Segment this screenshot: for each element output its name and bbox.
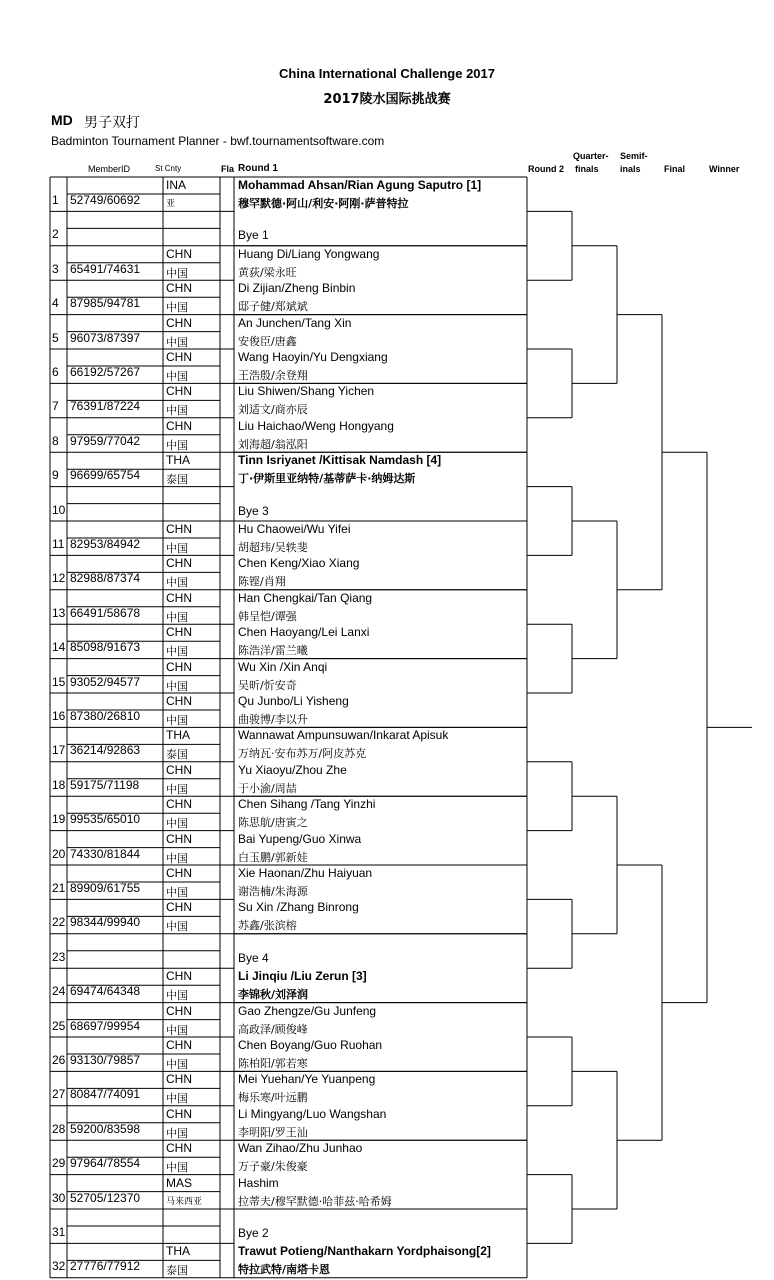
draw-position: 32 bbox=[52, 1259, 66, 1274]
player-names: Liu Shiwen/Shang Yichen bbox=[238, 384, 375, 399]
draw-position: 18 bbox=[52, 777, 66, 792]
member-id: 69474/64348 bbox=[70, 984, 141, 999]
draw-position: 5 bbox=[52, 330, 59, 345]
player-names: An Junchen/Tang Xin bbox=[238, 315, 352, 330]
country-name-cn: 中国 bbox=[166, 886, 188, 899]
player-names: Hashim bbox=[238, 1175, 279, 1190]
player-names-cn: 李明阳/罗王汕 bbox=[238, 1125, 308, 1139]
country-code: CHN bbox=[166, 1141, 192, 1156]
player-names-cn: 拉蒂夫/穆罕默德·哈菲兹·哈希姆 bbox=[238, 1194, 392, 1208]
player-names-cn: 陈思航/唐寅之 bbox=[238, 816, 308, 830]
country-code: CHN bbox=[166, 969, 192, 984]
country-name-cn: 中国 bbox=[166, 610, 188, 624]
col-round1: Round 1 bbox=[238, 163, 278, 174]
member-id: 87985/94781 bbox=[70, 296, 141, 311]
draw-position: 4 bbox=[52, 296, 59, 311]
player-names: Qu Junbo/Li Yisheng bbox=[238, 694, 349, 708]
draw-position: 13 bbox=[52, 605, 66, 620]
player-names-cn: 胡超玮/吴轶斐 bbox=[238, 541, 308, 554]
country-name-cn: 中国 bbox=[166, 851, 188, 865]
player-names-cn: 曲骏博/李以升 bbox=[238, 713, 308, 726]
country-name-cn: 中国 bbox=[166, 266, 188, 280]
player-names: Mei Yuehan/Ye Yuanpeng bbox=[238, 1072, 376, 1087]
player-names-cn: 万纳瓦·安布苏万/阿皮苏克 bbox=[238, 747, 367, 761]
member-id: 66192/57267 bbox=[70, 365, 141, 379]
player-names-cn: 黄荻/梁永旺 bbox=[238, 265, 297, 279]
country-code: CHN bbox=[166, 281, 192, 296]
player-names-cn: 梅乐寒/叶远鹏 bbox=[238, 1091, 308, 1105]
player-names: Xie Haonan/Zhu Haiyuan bbox=[238, 866, 373, 880]
country-code: CHN bbox=[166, 350, 192, 364]
country-name-cn: 泰国 bbox=[166, 748, 188, 762]
player-names-cn: 特拉武特/南塔卡恩 bbox=[238, 1263, 331, 1277]
member-id: 93052/94577 bbox=[70, 674, 141, 689]
country-name-cn: 中国 bbox=[166, 920, 188, 934]
player-names-cn: 李锦秋/刘泽润 bbox=[238, 988, 309, 1002]
draw-position: 17 bbox=[52, 743, 66, 758]
player-names: Chen Haoyang/Lei Lanxi bbox=[238, 625, 370, 640]
draw-position: 6 bbox=[52, 365, 59, 379]
country-name-cn: 中国 bbox=[166, 404, 188, 418]
player-names: Chen Keng/Xiao Xiang bbox=[238, 556, 360, 571]
player-names: Gao Zhengze/Gu Junfeng bbox=[238, 1003, 377, 1018]
draw-position: 31 bbox=[52, 1225, 66, 1239]
country-code: CHN bbox=[166, 418, 192, 433]
member-id: 98344/99940 bbox=[70, 915, 141, 930]
col-semi-b: inals bbox=[620, 164, 641, 174]
draw-position: 10 bbox=[52, 502, 66, 517]
player-names-cn: 陈浩洋/雷兰曦 bbox=[238, 644, 308, 658]
country-name-cn: 中国 bbox=[166, 1058, 188, 1071]
draw-position: 2 bbox=[52, 227, 59, 242]
draw-position: 27 bbox=[52, 1087, 66, 1102]
player-names-cn: 丁·伊斯里亚纳特/基蒂萨卡·纳姆达斯 bbox=[238, 472, 416, 486]
country-name-cn: 中国 bbox=[166, 714, 188, 727]
planner-line: Badminton Tournament Planner - bwf.tournamentsoftware.com bbox=[51, 134, 385, 148]
player-names: Li Mingyang/Luo Wangshan bbox=[238, 1106, 387, 1121]
country-code: CHN bbox=[166, 900, 192, 915]
country-name-cn: 中国 bbox=[166, 817, 188, 831]
country-name-cn: 中国 bbox=[166, 1161, 188, 1175]
country-name-cn: 泰国 bbox=[166, 473, 188, 487]
player-names: Di Zijian/Zheng Binbin bbox=[238, 281, 356, 296]
country-code: CHN bbox=[166, 246, 192, 261]
player-names: Wan Zihao/Zhu Junhao bbox=[238, 1141, 363, 1156]
country-name-cn: 中国 bbox=[166, 989, 188, 1003]
country-name-cn: 泰国 bbox=[166, 1264, 188, 1278]
col-final: Final bbox=[664, 164, 686, 174]
player-names-cn: Bye 4 bbox=[238, 950, 269, 965]
country-code: MAS bbox=[166, 1175, 193, 1190]
player-names: Wannawat Ampunsuwan/Inkarat Apisuk bbox=[238, 728, 449, 743]
country-name-cn: 中国 bbox=[166, 1092, 188, 1106]
draw-position: 14 bbox=[52, 640, 66, 655]
country-code: CHN bbox=[166, 659, 192, 674]
player-names: Li Jinqiu /Liu Zerun [3] bbox=[238, 969, 367, 984]
player-names-cn: 于小渝/周喆 bbox=[238, 781, 297, 795]
player-names-cn: 安俊臣/唐鑫 bbox=[238, 334, 297, 348]
member-id: 87380/26810 bbox=[70, 709, 141, 723]
player-names: Mohammad Ahsan/Rian Agung Saputro [1] bbox=[238, 178, 482, 192]
player-names: Bai Yupeng/Guo Xinwa bbox=[238, 831, 362, 846]
member-id: 99535/65010 bbox=[70, 812, 141, 827]
player-names: Trawut Potieng/Nanthakarn Yordphaisong[2] bbox=[238, 1244, 491, 1259]
member-id: 89909/61755 bbox=[70, 881, 141, 895]
country-code: CHN bbox=[166, 522, 192, 536]
country-code: CHN bbox=[166, 625, 192, 640]
member-id: 97964/78554 bbox=[70, 1156, 141, 1171]
member-id: 52705/12370 bbox=[70, 1190, 141, 1205]
country-code: CHN bbox=[166, 762, 192, 777]
tournament-title-en: China International Challenge 2017 bbox=[279, 66, 495, 81]
country-name-cn: 中国 bbox=[166, 1126, 188, 1140]
player-names-cn: 刘海超/翁泓阳 bbox=[238, 437, 308, 451]
event-code: MD bbox=[51, 112, 73, 128]
country-name-cn: 中国 bbox=[166, 301, 188, 315]
player-names-cn: Bye 2 bbox=[238, 1226, 269, 1240]
player-names-cn: 吴昕/忻安奇 bbox=[238, 678, 297, 692]
country-code: THA bbox=[166, 728, 190, 743]
col-semi-a: Semif- bbox=[620, 151, 648, 161]
player-names-cn: 邸子健/郑斌斌 bbox=[238, 300, 308, 314]
player-names-cn: 白玉鹏/郭新娃 bbox=[238, 850, 308, 864]
country-code: CHN bbox=[166, 797, 192, 812]
player-names: Wu Xin /Xin Anqi bbox=[238, 659, 328, 674]
country-name-cn: 中国 bbox=[166, 679, 188, 693]
country-name-cn: 马来西亚 bbox=[166, 1196, 203, 1207]
draw-position: 12 bbox=[52, 571, 66, 586]
draw-position: 20 bbox=[52, 846, 66, 861]
draw-position: 19 bbox=[52, 812, 66, 827]
draw-position: 30 bbox=[52, 1190, 66, 1205]
country-code: CHN bbox=[166, 831, 192, 846]
player-names-cn: 王浩殷/余登翔 bbox=[238, 369, 308, 382]
col-round2: Round 2 bbox=[528, 164, 564, 174]
player-names-cn: 谢浩楠/朱海源 bbox=[238, 885, 308, 898]
draw-position: 25 bbox=[52, 1018, 66, 1033]
country-name-cn: 中国 bbox=[166, 370, 188, 383]
draw-position: 1 bbox=[52, 193, 59, 207]
player-names: Han Chengkai/Tan Qiang bbox=[238, 590, 373, 605]
col-quarter-a: Quarter- bbox=[573, 151, 609, 161]
country-code: CHN bbox=[166, 1003, 192, 1018]
player-names: Tinn Isriyanet /Kittisak Namdash [4] bbox=[238, 453, 442, 468]
country-code: CHN bbox=[166, 315, 192, 330]
player-names: Huang Di/Liang Yongwang bbox=[238, 246, 380, 261]
player-names-cn: 穆罕默德·阿山/利安·阿刚·萨普特拉 bbox=[238, 197, 409, 210]
player-names: Liu Haichao/Weng Hongyang bbox=[238, 418, 394, 433]
member-id: 96073/87397 bbox=[70, 330, 141, 345]
member-id: 82988/87374 bbox=[70, 571, 141, 586]
country-code: CHN bbox=[166, 1106, 192, 1121]
player-names: Chen Boyang/Guo Ruohan bbox=[238, 1038, 383, 1052]
player-names: Wang Haoyin/Yu Dengxiang bbox=[238, 350, 388, 364]
draw-position: 15 bbox=[52, 674, 66, 689]
country-code: THA bbox=[166, 1244, 190, 1259]
col-fla: Fla bbox=[221, 164, 235, 174]
member-id: 76391/87224 bbox=[70, 399, 141, 414]
player-names: Yu Xiaoyu/Zhou Zhe bbox=[238, 762, 347, 777]
country-code: CHN bbox=[166, 1072, 192, 1087]
country-name-cn: 中国 bbox=[166, 645, 188, 659]
col-st-cnty: St Cnty bbox=[155, 164, 182, 173]
draw-position: 21 bbox=[52, 881, 66, 895]
draw-position: 3 bbox=[52, 261, 59, 276]
player-names-cn: 刘适文/商亦辰 bbox=[238, 403, 308, 417]
country-name-cn: 中国 bbox=[166, 542, 188, 555]
member-id: 52749/60692 bbox=[70, 193, 141, 207]
country-name-cn: 亚 bbox=[166, 199, 176, 209]
player-names-cn: 韩呈恺/谭强 bbox=[238, 609, 297, 623]
player-names-cn: Bye 1 bbox=[238, 228, 269, 243]
member-id: 65491/74631 bbox=[70, 261, 141, 276]
draw-position: 26 bbox=[52, 1053, 66, 1067]
country-name-cn: 中国 bbox=[166, 438, 188, 452]
draw-position: 23 bbox=[52, 949, 66, 964]
player-names-cn: Bye 3 bbox=[238, 503, 269, 518]
draw-position: 16 bbox=[52, 709, 66, 723]
country-code: CHN bbox=[166, 384, 192, 399]
col-quarter-b: finals bbox=[575, 164, 599, 174]
draw-position: 8 bbox=[52, 433, 59, 448]
member-id: 68697/99954 bbox=[70, 1018, 141, 1033]
country-name-cn: 中国 bbox=[166, 335, 188, 349]
member-id: 59175/71198 bbox=[70, 777, 140, 792]
member-id: 97959/77042 bbox=[70, 433, 141, 448]
draw-position: 11 bbox=[52, 537, 65, 551]
player-names: Chen Sihang /Tang Yinzhi bbox=[238, 797, 376, 812]
draw-position: 22 bbox=[52, 915, 66, 930]
country-code: THA bbox=[166, 453, 190, 468]
country-code: INA bbox=[166, 178, 187, 192]
member-id: 93130/79857 bbox=[70, 1053, 141, 1067]
draw-position: 29 bbox=[52, 1156, 66, 1171]
draw-position: 9 bbox=[52, 468, 59, 483]
player-names-cn: 高政泽/顾俊峰 bbox=[238, 1022, 308, 1036]
country-code: CHN bbox=[166, 556, 192, 571]
player-names-cn: 陈铿/肖翔 bbox=[238, 575, 286, 589]
country-code: CHN bbox=[166, 694, 192, 708]
draw-position: 24 bbox=[52, 984, 66, 999]
member-id: 74330/81844 bbox=[70, 846, 141, 861]
country-code: CHN bbox=[166, 1038, 192, 1052]
tournament-title-cn: 2017陵水国际挑战赛 bbox=[323, 92, 451, 107]
draw-position: 28 bbox=[52, 1121, 66, 1136]
player-names-cn: 万子豪/朱俊豪 bbox=[238, 1160, 308, 1174]
member-id: 66491/58678 bbox=[70, 605, 141, 620]
draw-position: 7 bbox=[52, 399, 59, 414]
member-id: 82953/84942 bbox=[70, 537, 141, 551]
country-name-cn: 中国 bbox=[166, 576, 188, 590]
member-id: 96699/65754 bbox=[70, 468, 141, 483]
player-names-cn: 苏鑫/张滨榕 bbox=[238, 919, 297, 933]
member-id: 27776/77912 bbox=[70, 1259, 141, 1274]
member-id: 85098/91673 bbox=[70, 640, 141, 655]
member-id: 80847/74091 bbox=[70, 1087, 141, 1102]
member-id: 59200/83598 bbox=[70, 1121, 141, 1136]
player-names-cn: 陈柏阳/郭若寒 bbox=[238, 1057, 308, 1070]
country-code: CHN bbox=[166, 866, 192, 880]
player-names: Su Xin /Zhang Binrong bbox=[238, 900, 359, 915]
member-id: 36214/92863 bbox=[70, 743, 141, 758]
col-winner: Winner bbox=[709, 164, 740, 174]
country-code: CHN bbox=[166, 590, 192, 605]
country-name-cn: 中国 bbox=[166, 782, 188, 796]
country-name-cn: 中国 bbox=[166, 1023, 188, 1037]
event-name: 男子双打 bbox=[84, 115, 140, 131]
player-names: Hu Chaowei/Wu Yifei bbox=[238, 522, 351, 536]
col-member-id: MemberID bbox=[88, 164, 131, 174]
